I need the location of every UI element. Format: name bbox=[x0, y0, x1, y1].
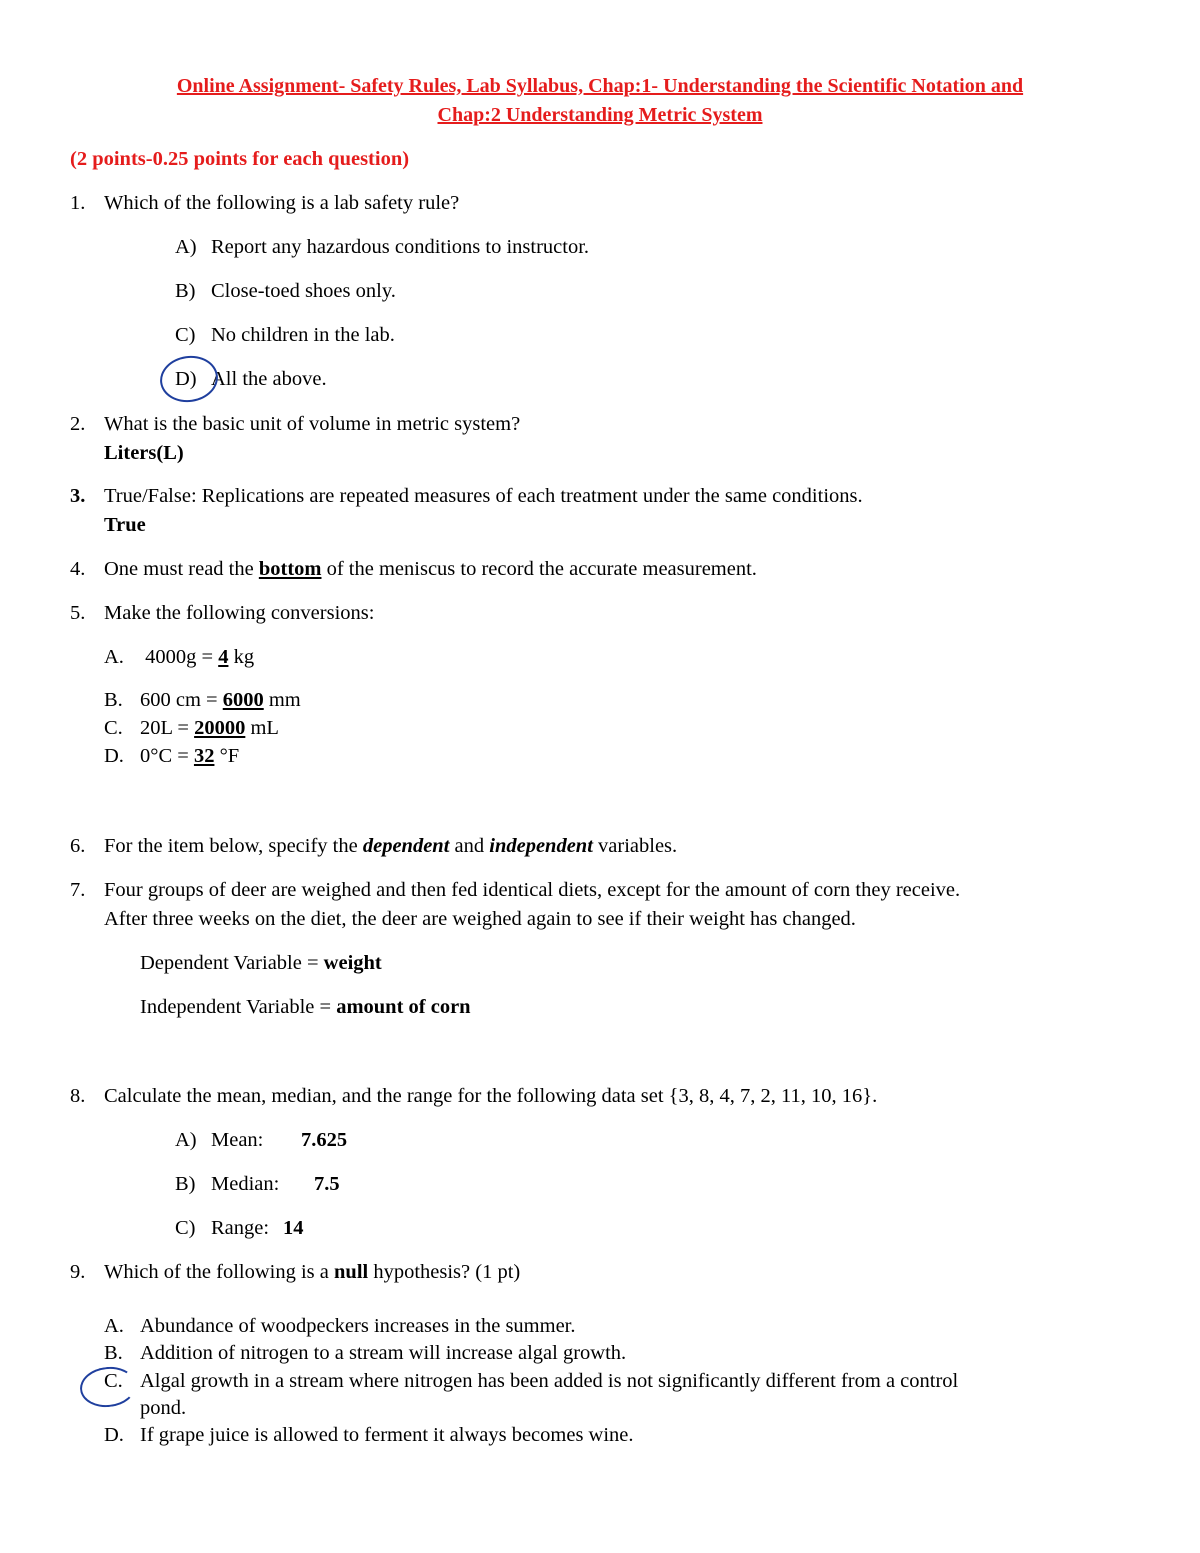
item-letter: A. bbox=[104, 646, 124, 668]
question-text-end: of the meniscus to record the accurate measurement. bbox=[321, 558, 757, 580]
option-letter: D) bbox=[175, 368, 197, 390]
q9-option-b bbox=[104, 1339, 626, 1367]
q3-answer: True bbox=[104, 514, 146, 536]
question-text-end: variables. bbox=[592, 835, 678, 857]
variable-answer: amount of corn bbox=[336, 996, 471, 1018]
q8-range bbox=[175, 1214, 304, 1242]
option-text: Report any hazardous conditions to instructor. bbox=[211, 236, 590, 258]
question-number: 5. bbox=[70, 602, 86, 624]
variable-label: Dependent Variable = bbox=[140, 952, 324, 974]
item-answer: 32 bbox=[193, 745, 215, 767]
question-text: Make the following conversions: bbox=[104, 602, 375, 624]
item-label: Range: bbox=[211, 1217, 270, 1239]
item-answer: 6000 bbox=[222, 689, 264, 711]
question-9 bbox=[70, 1258, 520, 1286]
q4-answer: bottom bbox=[258, 558, 322, 580]
q5-item-c bbox=[104, 714, 279, 742]
q8-mean bbox=[175, 1126, 347, 1154]
question-text: One must read the bbox=[104, 558, 259, 580]
q9-option-c-continued: pond. bbox=[140, 1397, 187, 1419]
item-letter: B) bbox=[175, 1173, 196, 1195]
item-answer: 7.5 bbox=[314, 1173, 340, 1195]
option-text: Abundance of woodpeckers increases in the summer. bbox=[140, 1315, 576, 1337]
option-text: Close-toed shoes only. bbox=[211, 280, 396, 302]
question-text: Which of the following is a lab safety rule? bbox=[104, 192, 460, 214]
q2-answer: Liters(L) bbox=[104, 442, 184, 464]
option-letter: A) bbox=[175, 236, 197, 258]
variable-label: Independent Variable = bbox=[140, 996, 337, 1018]
variable-answer: weight bbox=[323, 952, 382, 974]
question-7 bbox=[70, 876, 960, 904]
independent-term: independent bbox=[489, 835, 593, 857]
item-letter: D. bbox=[104, 745, 124, 767]
question-text: Which of the following is a bbox=[104, 1261, 335, 1283]
question-text: Calculate the mean, median, and the range for the following data set {3, 8, 4, 7, 2, 11, 10, 16}. bbox=[104, 1085, 878, 1107]
answer-circle-mark bbox=[157, 352, 221, 406]
question-number: 3. bbox=[70, 485, 86, 507]
q9-option-c bbox=[104, 1367, 958, 1395]
question-number: 6. bbox=[70, 835, 86, 857]
option-text: If grape juice is allowed to ferment it always becomes wine. bbox=[140, 1424, 634, 1446]
question-5 bbox=[70, 599, 374, 627]
question-number: 9. bbox=[70, 1261, 86, 1283]
q1-option-c bbox=[175, 321, 395, 349]
option-letter: B) bbox=[175, 280, 196, 302]
question-number: 8. bbox=[70, 1085, 86, 1107]
q7-dependent-variable bbox=[140, 949, 382, 977]
question-1 bbox=[70, 189, 459, 217]
q9-option-d bbox=[104, 1421, 634, 1449]
q9-option-a bbox=[104, 1312, 576, 1340]
option-text: Algal growth in a stream where nitrogen has been added is not significantly different from a control bbox=[140, 1370, 959, 1392]
assignment-title-line1: Online Assignment- Safety Rules, Lab Syllabus, Chap:1- Understanding the Scientific Notation and bbox=[176, 75, 1024, 97]
item-text: 0°C = bbox=[140, 745, 194, 767]
option-letter: A. bbox=[104, 1315, 124, 1337]
dependent-term: dependent bbox=[362, 835, 450, 857]
null-term: null bbox=[334, 1261, 369, 1283]
item-unit: mL bbox=[245, 717, 279, 739]
question-text: Four groups of deer are weighed and then fed identical diets, except for the amount of corn they receive. bbox=[104, 879, 961, 901]
item-label: Median: bbox=[211, 1173, 280, 1195]
item-answer: 20000 bbox=[194, 717, 246, 739]
question-text-mid: and bbox=[449, 835, 490, 857]
question-number: 1. bbox=[70, 192, 86, 214]
item-letter: A) bbox=[175, 1129, 197, 1151]
option-text: Addition of nitrogen to a stream will increase algal growth. bbox=[140, 1342, 627, 1364]
option-text: All the above. bbox=[211, 368, 327, 390]
item-text: 600 cm = bbox=[140, 689, 223, 711]
q1-option-b bbox=[175, 277, 396, 305]
item-unit: kg bbox=[228, 646, 255, 668]
item-unit: °F bbox=[214, 745, 240, 767]
question-number: 7. bbox=[70, 879, 86, 901]
q8-median bbox=[175, 1170, 340, 1198]
q5-item-a bbox=[104, 643, 254, 671]
option-letter: D. bbox=[104, 1424, 124, 1446]
q7-independent-variable bbox=[140, 993, 471, 1021]
item-answer: 4 bbox=[218, 646, 229, 668]
option-text: No children in the lab. bbox=[211, 324, 395, 346]
question-number: 2. bbox=[70, 413, 86, 435]
item-unit: mm bbox=[263, 689, 301, 711]
assignment-title-line2: Chap:2 Understanding Metric System bbox=[437, 104, 763, 126]
option-letter: B. bbox=[104, 1342, 123, 1364]
question-4 bbox=[70, 555, 757, 583]
question-2 bbox=[70, 410, 520, 438]
item-text: 4000g = bbox=[140, 646, 219, 668]
question-8 bbox=[70, 1082, 877, 1110]
option-letter: C) bbox=[175, 324, 196, 346]
item-letter: B. bbox=[104, 689, 123, 711]
item-text: 20L = bbox=[140, 717, 195, 739]
question-text-end: hypothesis? (1 pt) bbox=[368, 1261, 521, 1283]
item-answer: 14 bbox=[283, 1217, 304, 1239]
question-text: For the item below, specify the bbox=[104, 835, 363, 857]
question-number: 4. bbox=[70, 558, 86, 580]
item-letter: C) bbox=[175, 1217, 196, 1239]
item-label: Mean: bbox=[211, 1129, 264, 1151]
question-7-line2: After three weeks on the diet, the deer are weighed again to see if their weight has changed. bbox=[104, 908, 856, 930]
points-note: (2 points-0.25 points for each question) bbox=[70, 148, 410, 170]
question-3 bbox=[70, 482, 863, 510]
question-6 bbox=[70, 832, 677, 860]
q5-item-d bbox=[104, 742, 239, 770]
item-letter: C. bbox=[104, 717, 123, 739]
option-letter: C. bbox=[104, 1370, 123, 1392]
q5-item-b bbox=[104, 686, 301, 714]
question-text: What is the basic unit of volume in metric system? bbox=[104, 413, 521, 435]
question-text: True/False: Replications are repeated measures of each treatment under the same conditions. bbox=[104, 485, 863, 507]
item-answer: 7.625 bbox=[301, 1129, 348, 1151]
q1-option-a bbox=[175, 233, 589, 261]
